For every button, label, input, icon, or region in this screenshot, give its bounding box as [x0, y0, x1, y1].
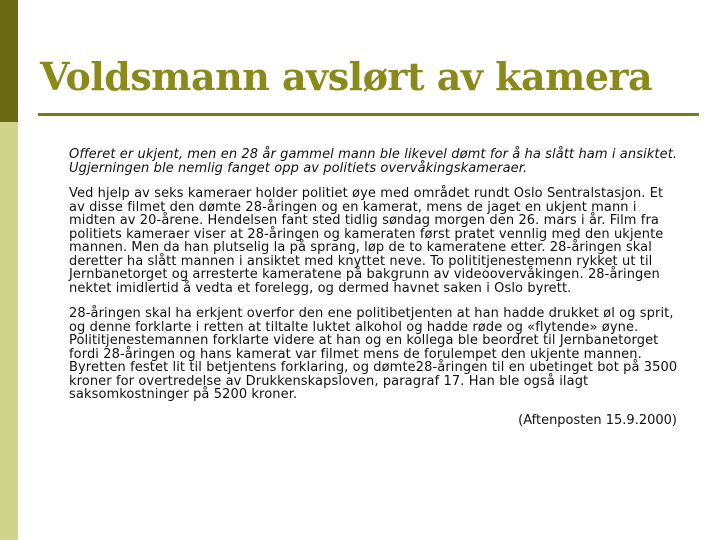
slide-title: Voldsmann avslørt av kamera [40, 54, 653, 99]
decorative-sidebar-accent [0, 0, 18, 122]
slide-body [69, 148, 681, 428]
paragraph-intro: Offeret er ukjent, men en 28 år gammel mann ble likevel dømt for å ha slått ham i ansiktet. Ugjerningen ble nemlig fanget opp av politiets overvåkingskameraer. [69, 147, 678, 176]
source-citation: (Aftenposten 15.9.2000) [518, 412, 677, 428]
paragraph-body-1: Ved hjelp av seks kameraer holder politiet øye med området rundt Oslo Sentralstasjon. Et av disse filmet den dømte 28-åringen og en kamerat, mens de jaget en ukjent mann i midten av 20-årene. Hendelsen fant sted tidlig søndag morgen den 26. mars i år. Film fra politiets kameraer viser at 28-åringen og kameraten først pratet vennlig med den ukjente mannen. Men da han plutselig la på sprang, løp de to kameratene etter. 28-åringen skal deretter ha slått mannen i ansiktet med knyttet neve. To polititjenestemenn rykket ut til Jernbanetorget og arresterte kameratene på bakgrunn av videoovervåkingen. 28-åringen nektet imidlertid å vedta et forelegg, og dermed havnet saken i Oslo byrett. [69, 186, 664, 296]
paragraph-body-2: 28-åringen skal ha erkjent overfor den ene politibetjenten at han hadde drukket øl og sprit, og denne forklarte i retten at tiltalte luktet alkohol og hadde røde og «flytende» øyne. Polititjenestemannen forklarte videre at han og en kollega ble beordret til Jernbanetorget fordi 28-åringen og hans kamerat var filmet mens de forulempet den ukjente mannen. Byretten festet lit til betjentens forklaring, og dømte28-åringen til en ubetinget bot på 3500 kroner for overtredelse av Drukkenskapsloven, paragraf 17. Han ble også ilagt saksomkostninger på 5200 kroner. [69, 306, 678, 402]
title-underline [38, 113, 699, 116]
